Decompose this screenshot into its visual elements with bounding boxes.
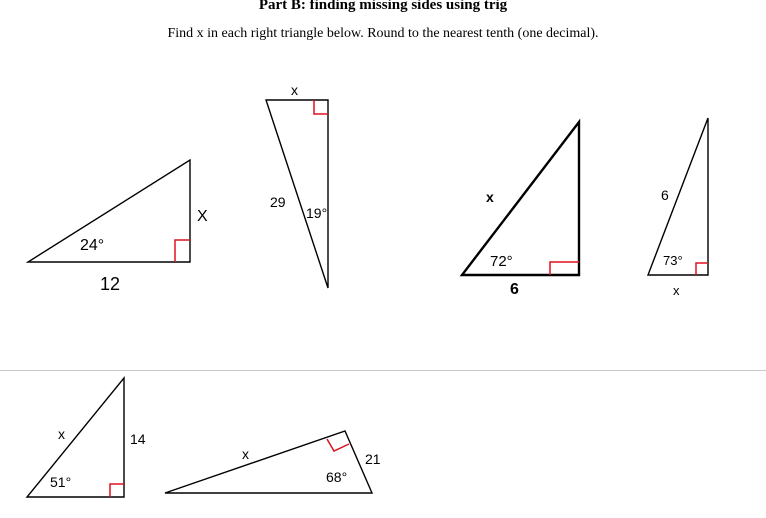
right-angle-marker	[314, 100, 328, 114]
angle-label: 68°	[326, 469, 348, 485]
triangle-outline	[648, 118, 708, 275]
unknown-side-label: x	[242, 446, 249, 462]
hypotenuse-label: x	[486, 189, 494, 205]
base-label: x	[673, 283, 680, 298]
triangle-problem-3	[462, 122, 579, 298]
hypotenuse-label: 29	[270, 194, 286, 210]
triangle-problem-1	[28, 160, 208, 294]
angle-label: 24°	[80, 237, 105, 254]
triangle-outline	[28, 160, 190, 262]
hypotenuse-label: 6	[661, 187, 669, 203]
base-label: 6	[510, 281, 519, 298]
triangle-outline	[27, 378, 124, 497]
right-angle-marker	[696, 263, 708, 275]
top-side-label: x	[291, 82, 298, 98]
page-title: Part B: finding missing sides using trig	[258, 0, 508, 13]
right-angle-marker	[550, 262, 579, 275]
leg-label: 14	[130, 431, 146, 447]
triangle-problem-2	[266, 82, 328, 288]
right-angle-marker	[110, 484, 124, 497]
right-angle-marker	[327, 439, 349, 451]
triangle-problem-5	[27, 378, 146, 497]
angle-label: 72°	[490, 253, 513, 270]
right-angle-marker	[175, 240, 190, 262]
unknown-side-label: X	[197, 208, 208, 225]
leg-label: 21	[365, 451, 381, 467]
angle-label: 19°	[306, 205, 328, 221]
base-label: 12	[100, 274, 121, 294]
triangle-problem-4	[648, 118, 708, 298]
hypotenuse-label: x	[58, 426, 65, 442]
triangle-problem-6	[165, 431, 381, 493]
instructions: Find x in each right triangle below. Round to the nearest tenth (one decimal).	[167, 26, 599, 41]
angle-label: 51°	[50, 474, 72, 490]
angle-label: 73°	[663, 253, 683, 268]
triangle-outline	[462, 122, 579, 275]
